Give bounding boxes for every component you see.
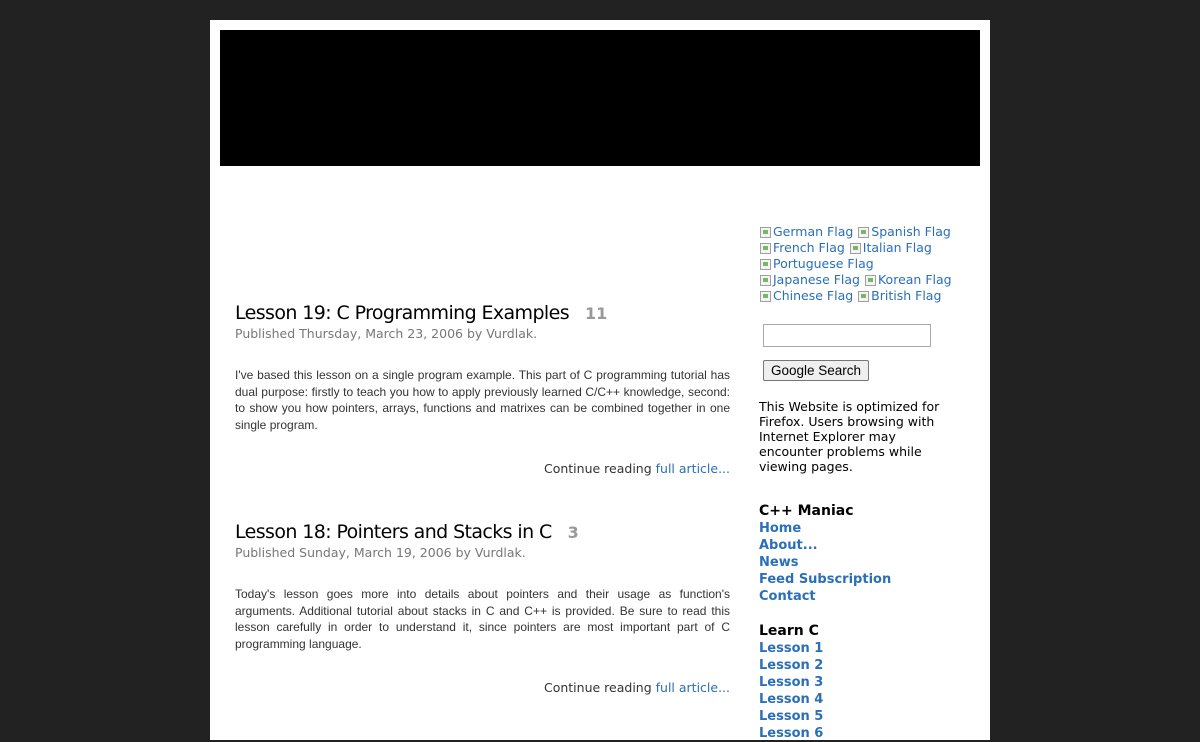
post-title[interactable]: Lesson 19: C Programming Examples [235,302,569,324]
chinese-flag-link[interactable] [759,288,853,304]
broken-image-icon [865,275,876,286]
french-flag-link[interactable] [759,240,845,256]
continue-reading [235,461,730,476]
post-title[interactable]: Lesson 18: Pointers and Stacks in C [235,521,552,543]
flag-label: Korean Flag [877,272,952,287]
post-date: Sunday, March 19, 2006 [299,545,452,560]
lesson-link[interactable]: Lesson 2 [759,658,824,673]
flag-row [759,272,969,288]
continue-text: Continue reading [543,461,656,477]
meta-by: by [462,326,487,341]
post-date: Thursday, March 23, 2006 [299,326,463,341]
meta-prefix: Published [235,326,300,341]
continue-reading [235,680,730,695]
list-item [759,656,823,673]
browser-notice: This Website is optimized for Firefox. Users browsing with Internet Explorer may encounter problems while viewing pages. [759,399,940,474]
list-item [759,570,891,587]
lesson-link[interactable]: Lesson 4 [759,692,824,707]
language-flags [759,224,969,304]
sidebar [759,224,969,741]
british-flag-link[interactable] [857,288,941,304]
list-item [759,587,891,604]
broken-image-icon [850,243,861,254]
nav-list [759,519,891,604]
post-title-row [235,302,730,326]
comment-count[interactable]: 3 [567,523,579,542]
flag-label: Spanish Flag [871,224,951,239]
list-item [759,673,823,690]
list-item [759,690,823,707]
lesson-link[interactable]: Lesson 3 [759,675,824,690]
full-article-link[interactable]: full article... [655,680,730,696]
page-container [210,20,990,740]
post-author: Vurdlak [474,545,522,560]
german-flag-link[interactable] [759,224,853,240]
flag-label: French Flag [773,240,845,255]
flag-row [759,224,969,240]
flag-label: Chinese Flag [773,288,854,303]
header-banner [220,30,980,166]
meta-by: by [451,545,475,560]
flag-label: Italian Flag [862,240,932,255]
lesson-link[interactable]: Lesson 5 [759,709,824,724]
maniac-section [759,503,891,604]
post-meta [235,326,730,341]
post-author: Vurdlak [486,326,534,341]
post [235,302,730,476]
post-title-row [235,521,730,545]
broken-image-icon [760,275,771,286]
flag-row [759,288,969,304]
meta-suffix: . [521,545,526,560]
flag-row [759,256,969,272]
list-item [759,707,823,724]
japanese-flag-link[interactable] [759,272,860,288]
flag-label: British Flag [871,288,942,303]
list-item [759,724,823,741]
lesson-list [759,639,823,741]
flag-label: Japanese Flag [773,272,860,287]
broken-image-icon [760,227,771,238]
broken-image-icon [760,243,771,254]
post-meta [235,545,730,560]
section-heading: C++ Maniac [759,503,854,519]
portuguese-flag-link[interactable] [759,256,874,272]
flag-label: German Flag [773,224,854,239]
search-input[interactable] [763,324,931,347]
lesson-link[interactable]: Lesson 1 [759,641,824,656]
full-article-link[interactable]: full article... [655,461,730,477]
google-search-button[interactable]: Google Search [763,360,869,381]
home-link[interactable]: Home [759,521,802,536]
list-item [759,536,891,553]
broken-image-icon [760,259,771,270]
continue-text: Continue reading [543,680,656,696]
post [235,521,730,695]
list-item [759,519,891,536]
korean-flag-link[interactable] [864,272,952,288]
learn-c-section [759,623,823,741]
post-excerpt: I've based this lesson on a single program example. This part of C programming tutorial has dual purpose: firstly to teach you how to apply previously learned C/C++ knowledge, second: to show you how pointers, arrays, functions and matrixes can be combined together in one single program. [235,368,730,432]
list-item [759,639,823,656]
list-item [759,553,891,570]
flag-label: Portuguese Flag [773,256,874,271]
meta-suffix: . [533,326,538,341]
news-link[interactable]: News [759,555,799,570]
meta-prefix: Published [235,545,300,560]
contact-link[interactable]: Contact [759,589,816,604]
post-excerpt: Today's lesson goes more into details about pointers and their usage as function's arguments. Additional tutorial about stacks in C and C++ is provided. Be sure to read this lesson carefully in order to understand it, since pointers are most important part of C programming language. [235,587,730,651]
section-heading: Learn C [759,623,819,639]
broken-image-icon [858,227,869,238]
broken-image-icon [858,291,869,302]
feed-subscription-link[interactable]: Feed Subscription [759,572,892,587]
lesson-link[interactable]: Lesson 6 [759,726,824,741]
italian-flag-link[interactable] [849,240,932,256]
spanish-flag-link[interactable] [857,224,951,240]
comment-count[interactable]: 11 [585,304,608,323]
broken-image-icon [760,291,771,302]
flag-row [759,240,969,256]
about-link[interactable]: About... [759,538,818,553]
